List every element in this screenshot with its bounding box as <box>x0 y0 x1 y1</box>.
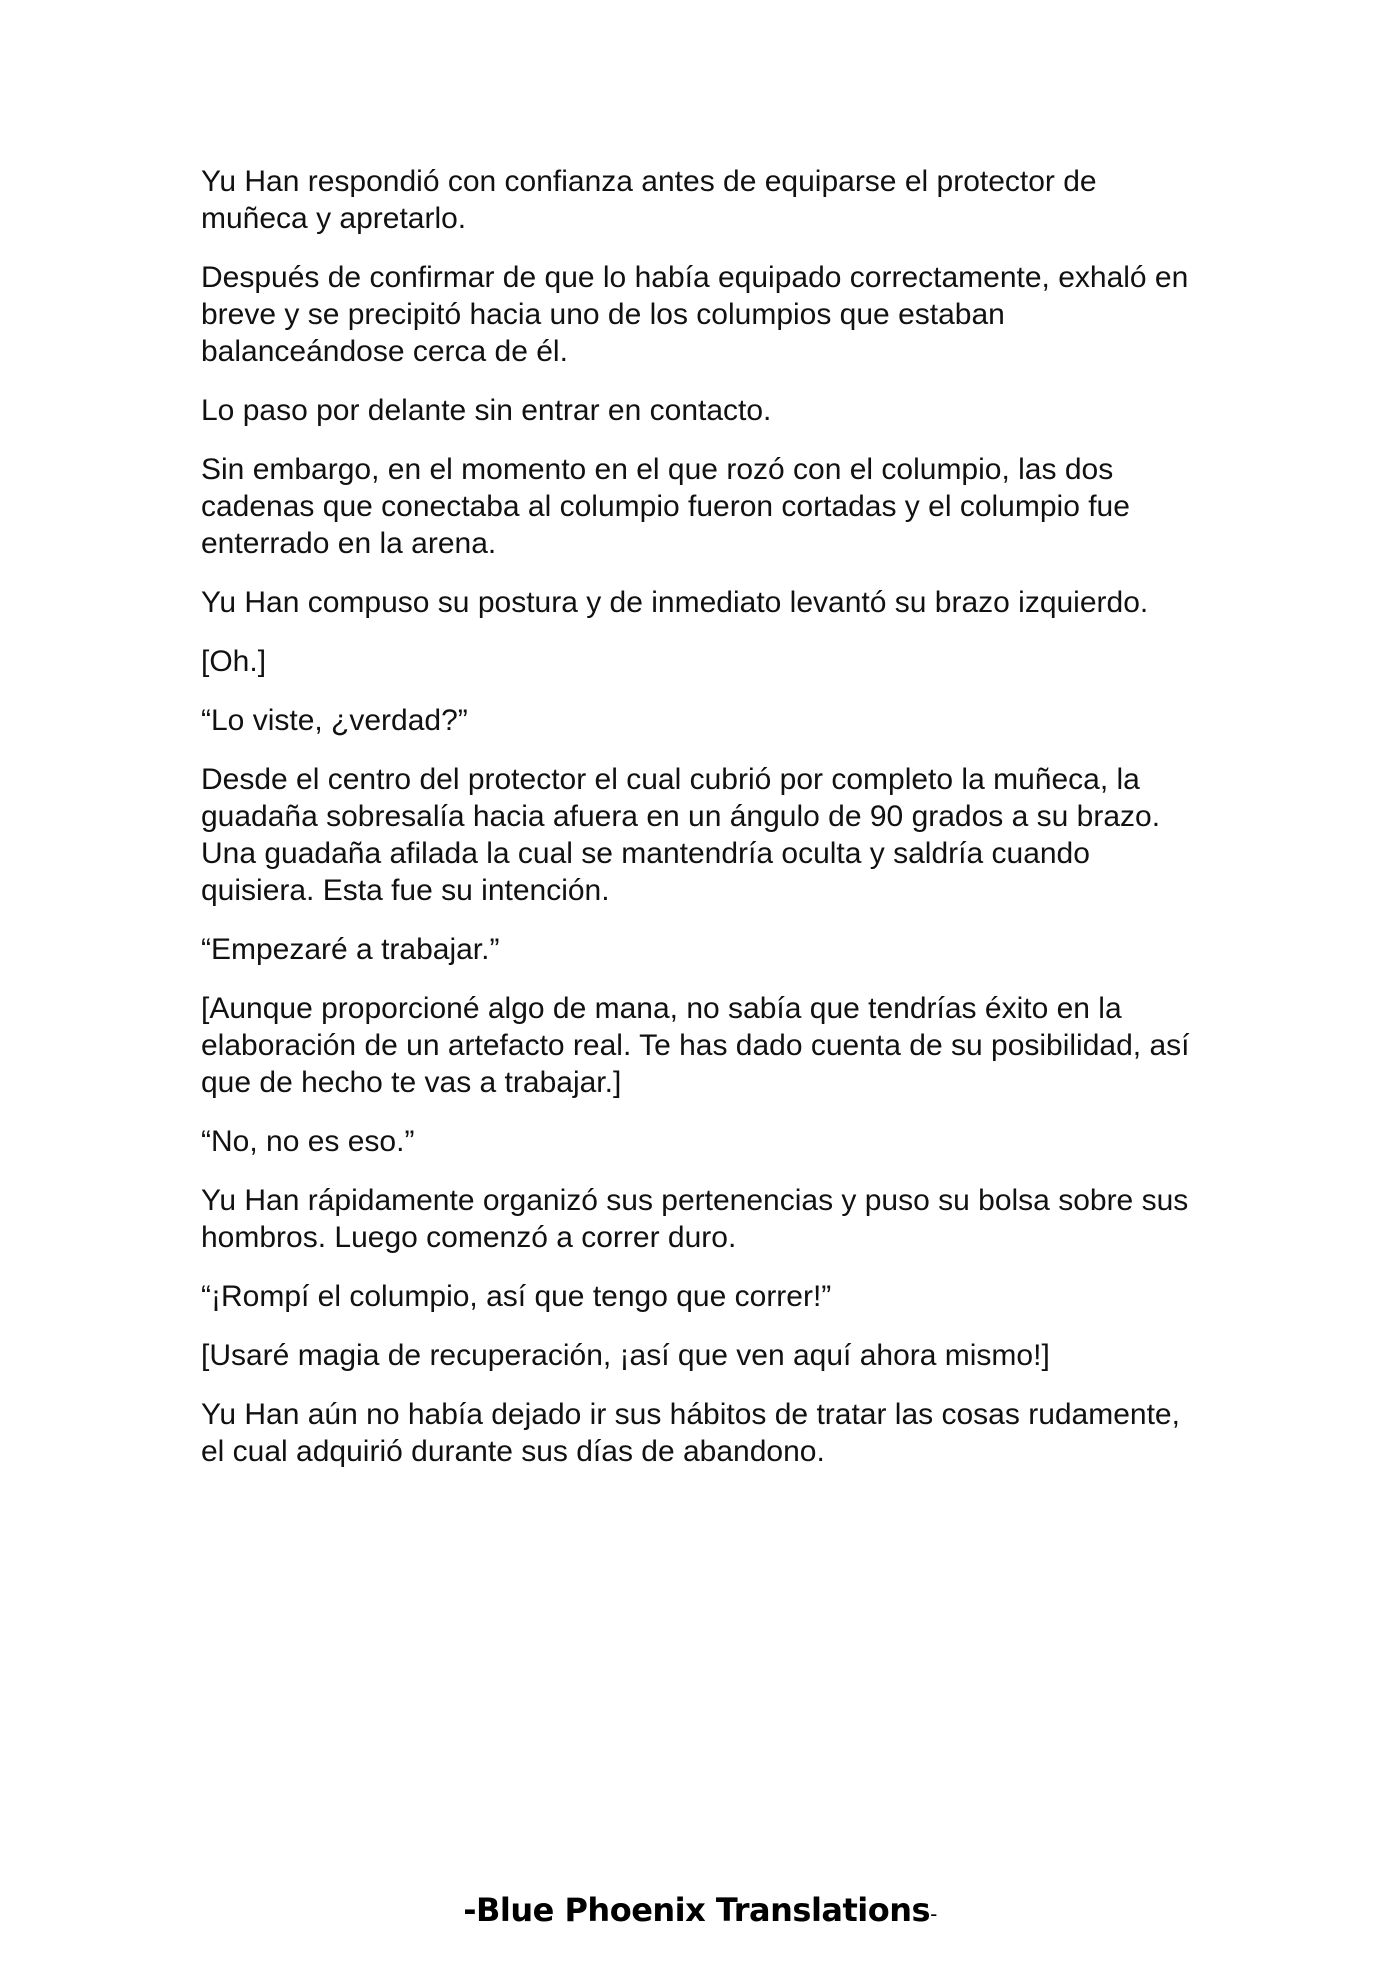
credit-tail: - <box>930 1902 937 1926</box>
credit-text: -Blue Phoenix Translations <box>463 1891 931 1929</box>
paragraph: Después de confirmar de que lo había equipado correctamente, exhaló en breve y se precipitó hacia uno de los columpios que estaban balanceándose cerca de él. <box>201 261 1189 368</box>
paragraph: Yu Han respondió con confianza antes de equiparse el protector de muñeca y apretarlo. <box>201 165 1097 235</box>
paragraph: “No, no es eso.” <box>201 1125 415 1158</box>
paragraph: “¡Rompí el columpio, así que tengo que correr!” <box>201 1280 832 1313</box>
translator-credit <box>0 1891 1400 1929</box>
paragraph: Yu Han rápidamente organizó sus pertenencias y puso su bolsa sobre sus hombros. Luego comenzó a correr duro. <box>201 1184 1189 1254</box>
paragraph: Desde el centro del protector el cual cubrió por completo la muñeca, la guadaña sobresalía hacia afuera en un ángulo de 90 grados a su brazo. Una guadaña afilada la cual se mantendría oculta y saldría cuando quisiera. Esta fue su intención. <box>201 763 1161 907</box>
paragraph: “Lo viste, ¿verdad?” <box>201 704 468 737</box>
paragraph: “Empezaré a trabajar.” <box>201 933 500 966</box>
paragraph: Yu Han compuso su postura y de inmediato levantó su brazo izquierdo. <box>201 586 1149 619</box>
paragraph: Lo paso por delante sin entrar en contacto. <box>201 394 772 427</box>
body-text <box>201 163 1211 1492</box>
paragraph: Yu Han aún no había dejado ir sus hábitos de tratar las cosas rudamente, el cual adquirió durante sus días de abandono. <box>201 1398 1180 1468</box>
paragraph: [Aunque proporcioné algo de mana, no sabía que tendrías éxito en la elaboración de un artefacto real. Te has dado cuenta de su posibilidad, así que de hecho te vas a trabajar.] <box>201 992 1190 1099</box>
paragraph: [Usaré magia de recuperación, ¡así que ven aquí ahora mismo!] <box>201 1339 1050 1372</box>
paragraph: Sin embargo, en el momento en el que rozó con el columpio, las dos cadenas que conectaba al columpio fueron cortadas y el columpio fue enterrado en la arena. <box>201 453 1130 560</box>
paragraph: [Oh.] <box>201 645 267 678</box>
